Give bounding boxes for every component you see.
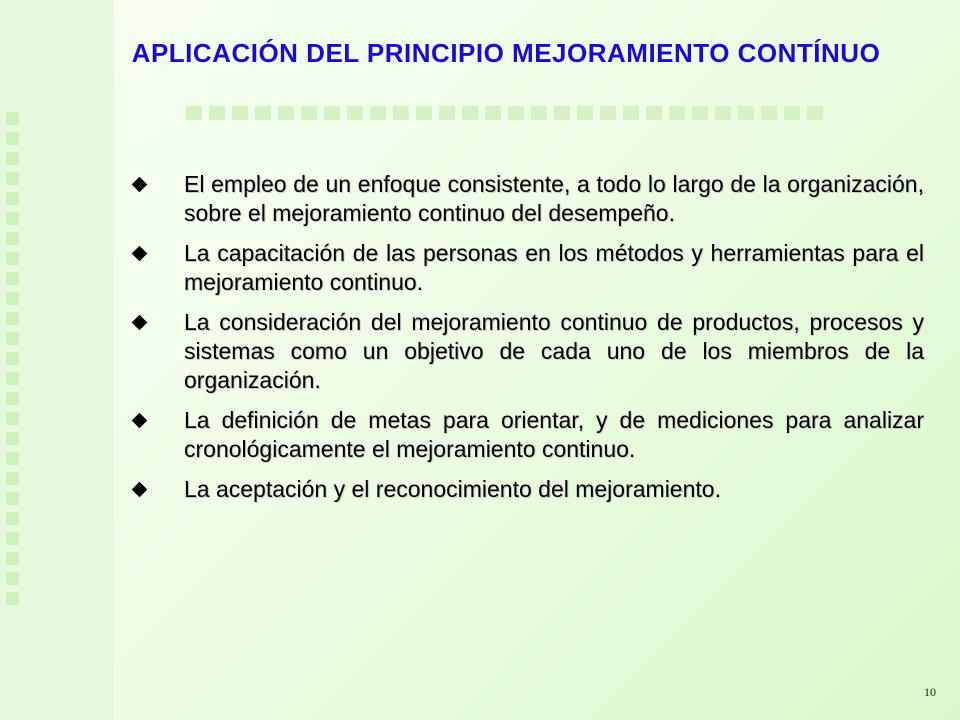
- bullet-item: [132, 475, 924, 504]
- page-number: 10: [924, 685, 936, 699]
- diamond-bullet-icon: [132, 413, 148, 429]
- bullet-text: La definición de metas para orientar, y de mediciones para analizar cronológicamente el mejoramiento continuo.: [184, 407, 924, 462]
- bullet-text: El empleo de un enfoque consistente, a todo lo largo de la organización, sobre el mejoramiento continuo del desempeño.: [184, 171, 924, 226]
- bullet-text: La aceptación y el reconocimiento del mejoramiento.: [184, 476, 721, 502]
- bullet-text: La capacitación de las personas en los métodos y herramientas para el mejoramiento continuo.: [184, 240, 924, 295]
- bullet-item: [132, 308, 924, 395]
- diamond-bullet-icon: [132, 177, 148, 193]
- diamond-bullet-icon: [132, 315, 148, 331]
- bullet-list: [132, 170, 924, 515]
- left-decorative-strip: [0, 0, 114, 720]
- diamond-bullet-icon: [132, 482, 148, 498]
- bullet-item: [132, 170, 924, 228]
- bullet-text: La consideración del mejoramiento continuo de productos, procesos y sistemas como un objetivo de cada uno de los miembros de la organización.: [184, 309, 924, 393]
- bullet-item: [132, 239, 924, 297]
- left-square-pattern: [6, 112, 28, 605]
- slide-title: APLICACIÓN DEL PRINCIPIO MEJORAMIENTO CONTÍNUO: [131, 38, 881, 68]
- title-decorative-bar: [186, 106, 866, 120]
- bullet-item: [132, 406, 924, 464]
- diamond-bullet-icon: [132, 246, 148, 262]
